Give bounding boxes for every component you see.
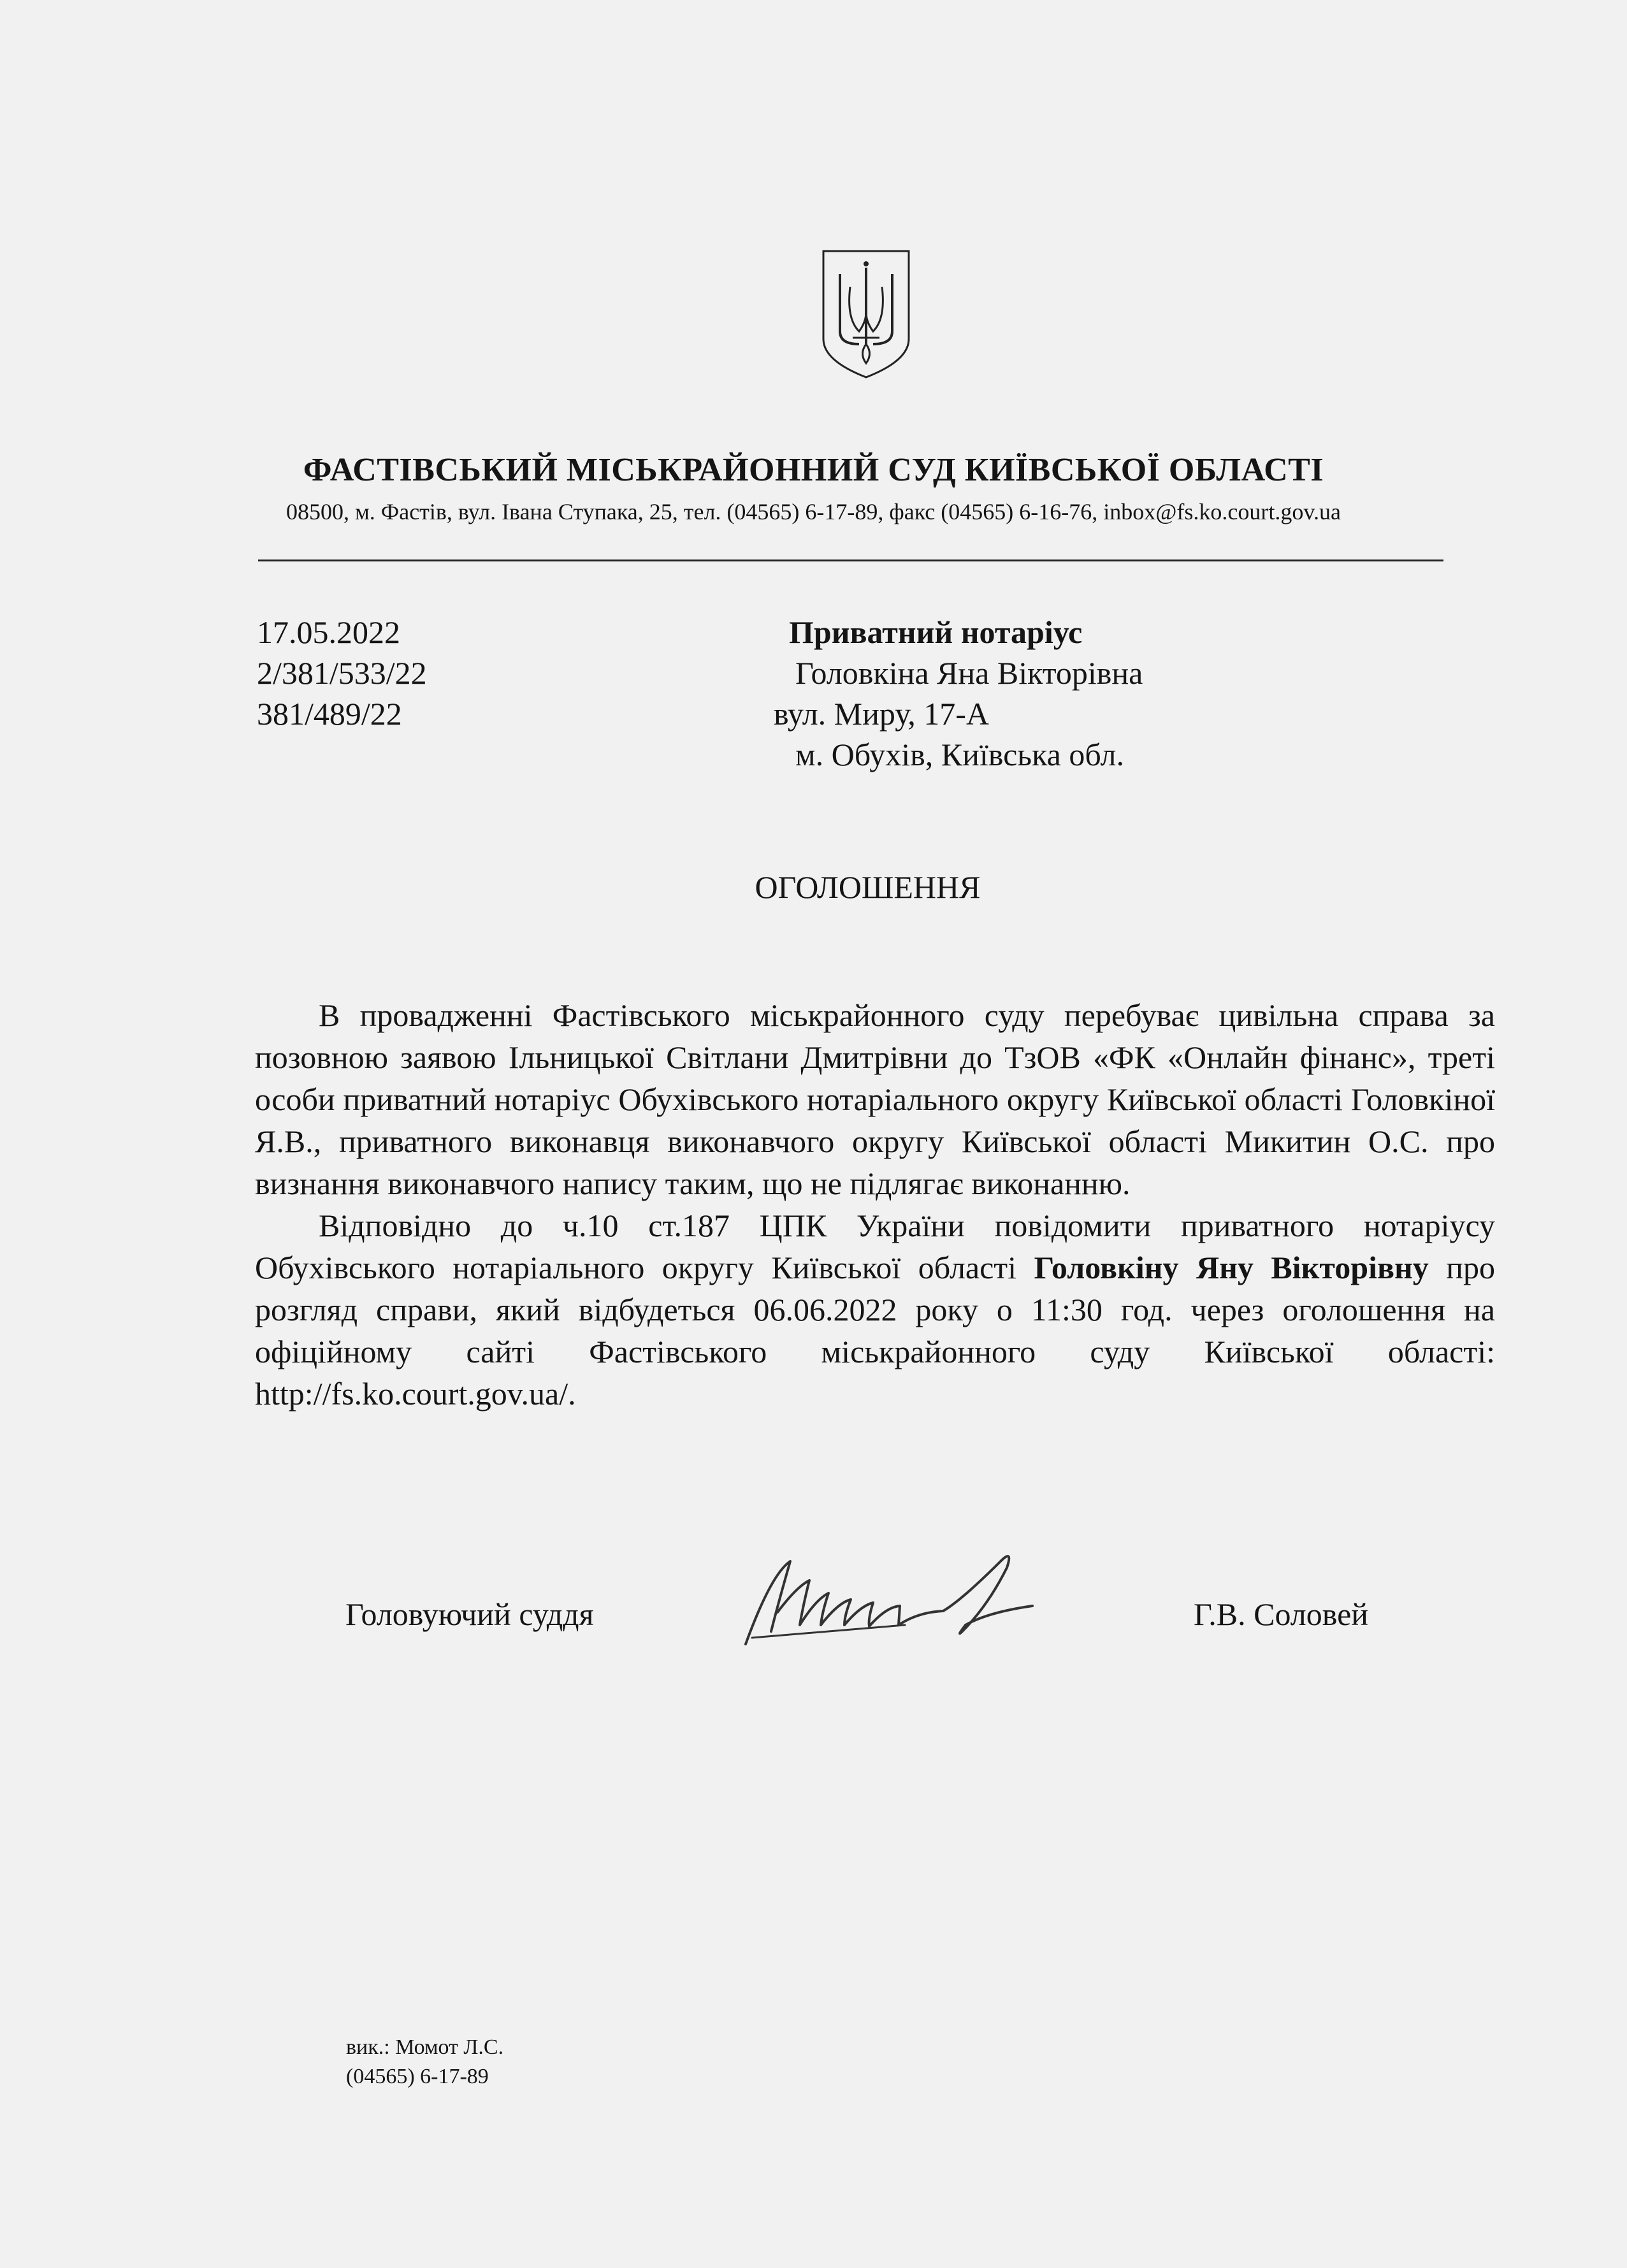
proceeding-number: 381/489/22	[257, 696, 402, 732]
recipient-title: Приватний нотаріус	[789, 614, 1083, 650]
notice-body	[255, 994, 1495, 1415]
handwritten-signature	[733, 1536, 1064, 1657]
body-paragraph-2-start: Відповідно до ч.10 ст.187 ЦПК України повідомити приватного нотаріусу Обухівського нотаріального округу Київської області	[255, 1208, 1495, 1285]
judge-role: Головуючий суддя	[345, 1596, 594, 1632]
body-paragraph-1: В провадженні Фастівського міськрайонного суду перебуває цивільна справа за позовною заявою Ільницької Світлани Дмитрівни до ТзОВ «ФК «Онлайн фінанс», треті особи приватний нотаріус Обухівського нотаріального округу Київської області Головкіної Я.В., приватного виконавця виконавчого округу Київської області Микитин О.С. про визнання виконавчого напису таким, що не підлягає виконанню.	[255, 997, 1495, 1201]
court-name: ФАСТІВСЬКИЙ МІСЬКРАЙОННИЙ СУД КИЇВСЬКОЇ ОБЛАСТІ	[303, 452, 1324, 488]
reference-block	[257, 612, 427, 734]
recipient-street: вул. Миру, 17-А	[774, 696, 989, 732]
recipient-block	[774, 612, 1143, 775]
judge-name: Г.В. Соловей	[1194, 1596, 1369, 1632]
body-paragraph-2-end: про розгляд справи, який відбудеться 06.06.2022 року о 11:30 год. через оголошення на офіційному сайті Фастівського міськрайонного суду Київської області: http://fs.ko.court.gov.ua/.	[255, 1250, 1495, 1412]
coat-of-arms-icon	[821, 249, 911, 380]
notice-heading: ОГОЛОШЕННЯ	[755, 869, 981, 905]
executor-name: вик.: Момот Л.С.	[346, 2035, 504, 2059]
letter-date: 17.05.2022	[257, 614, 400, 650]
executor-block	[346, 2033, 503, 2091]
recipient-city: м. Обухів, Київська обл.	[795, 737, 1124, 772]
case-number: 2/381/533/22	[257, 655, 427, 691]
recipient-name: Головкіна Яна Вікторівна	[795, 655, 1143, 691]
header-divider	[258, 560, 1443, 561]
executor-phone: (04565) 6-17-89	[346, 2065, 489, 2088]
body-paragraph-2	[255, 1204, 1495, 1415]
court-address: 08500, м. Фастів, вул. Івана Ступака, 25, тел. (04565) 6-17-89, факс (04565) 6-16-76, inbox@fs.ko.court.gov.ua	[286, 499, 1341, 524]
notary-name-bold: Головкіну Яну Вікторівну	[1034, 1250, 1429, 1285]
